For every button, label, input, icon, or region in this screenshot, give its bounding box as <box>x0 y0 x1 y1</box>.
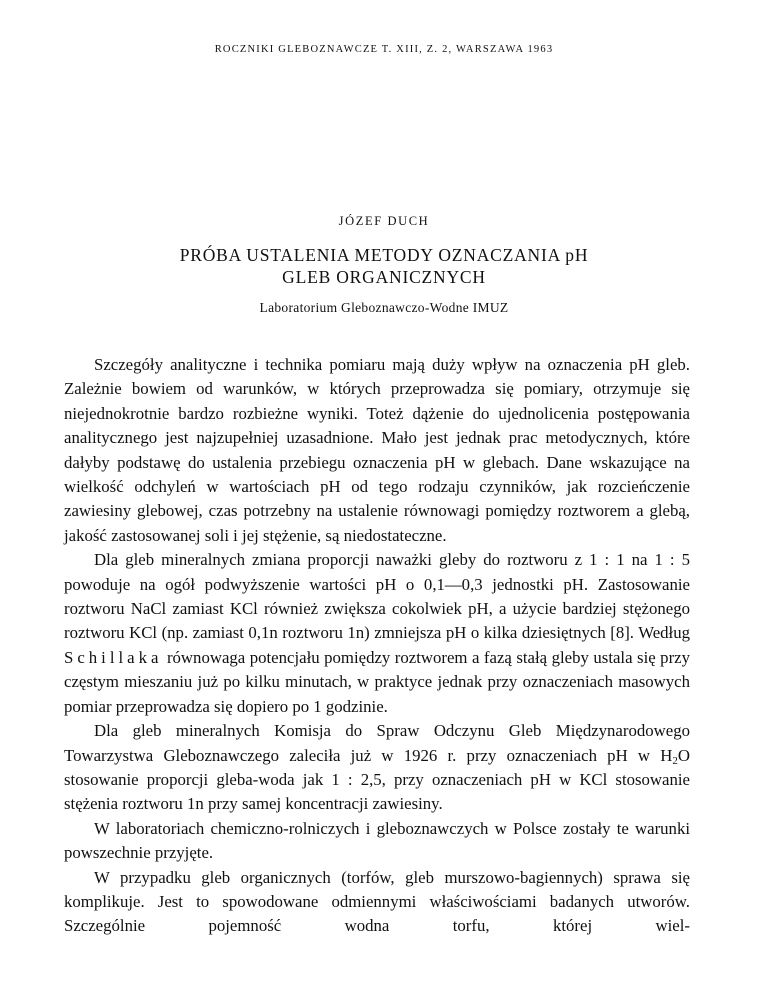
journal-header: ROCZNIKI GLEBOZNAWCZE T. XIII, Z. 2, WARSZAWA 1963 <box>214 44 554 55</box>
title-line-1: PRÓBA USTALENIA METODY OZNACZANIA pH <box>179 245 589 265</box>
author-name: JÓZEF DUCH <box>338 214 430 228</box>
article-title <box>0 244 768 288</box>
paragraph-3-part-b: O stosowanie proporcji gleba-woda jak 1 : 2,5, przy oznaczeniach pH w KCl stosowanie stężenia roztworu 1n przy samej koncentracji zawiesiny. <box>64 745 690 814</box>
paragraph-2-part-a: Dla gleb mineralnych zmiana proporcji naważki gleby do roztworu z 1 : 1 na 1 : 5 powoduje na ogół podwyższenie wartości pH o 0,1—0,3 jednostki pH. Zastosowanie roztworu NaCl zamiast KCl również zwiększa cokolwiek pH, a użycie bardziej stężonego roztworu KCl (np. zamiast 0,1n roztworu 1n) zmniejsza pH o kilka dziesiętnych [8]. Według <box>64 550 690 643</box>
paragraph-4: W laboratoriach chemiczno-rolniczych i gleboznawczych w Polsce zostały te warunki powszechnie przyjęte. <box>64 818 690 863</box>
subscript-2: 2 <box>672 754 678 767</box>
paragraph-5: W przypadku gleb organicznych (torfów, gleb murszowo-bagiennych) sprawa się komplikuje. Jest to spowodowane odmiennymi właściwościami badanych utworów. Szczególnie pojemność wodna torfu, której wiel- <box>64 867 690 936</box>
cited-author-name: Schillaka <box>64 647 163 667</box>
affiliation: Laboratorium Gleboznawczo-Wodne IMUZ <box>259 300 509 315</box>
paragraph-3 <box>64 719 690 817</box>
article-body <box>64 353 690 939</box>
paragraph-2-part-b: równowaga potencjału pomiędzy roztworem a fazą stałą gleby ustala się przy częstym mieszaniu już po kilku minutach, w praktyce jednak przy oznaczeniach masowych pomiar przeprowadza się dopiero po 1 godzinie. <box>64 647 690 716</box>
paragraph-3-part-a: Dla gleb mineralnych Komisja do Spraw Odczynu Gleb Międzynarodowego Towarzystwa Gleboznawczego zaleciła już w 1926 r. przy oznaczeniach pH w H <box>64 721 690 765</box>
paragraph-2 <box>64 548 690 719</box>
title-line-2: GLEB ORGANICZNYCH <box>282 267 486 287</box>
paragraph-1: Szczegóły analityczne i technika pomiaru mają duży wpływ na oznaczenia pH gleb. Zależnie bowiem od warunków, w których przeprowadza się pomiary, otrzymuje się niejednokrotnie bardzo rozbieżne wyniki. Toteż dążenie do ujednolicenia postępowania analitycznego jest najzupełniej uzasadnione. Mało jest jednak prac metodycznych, które dałyby podstawę do ustalenia przebiegu oznaczenia pH w glebach. Dane wskazujące na wielkość odchyleń w wartościach pH od tego rodzaju czynników, jak rozcieńczenie zawiesiny glebowej, czas potrzebny na ustalenie równowagi pomiędzy roztworem a glebą, jakość zastosowanej soli i jej stężenie, są niedostateczne. <box>64 355 690 545</box>
